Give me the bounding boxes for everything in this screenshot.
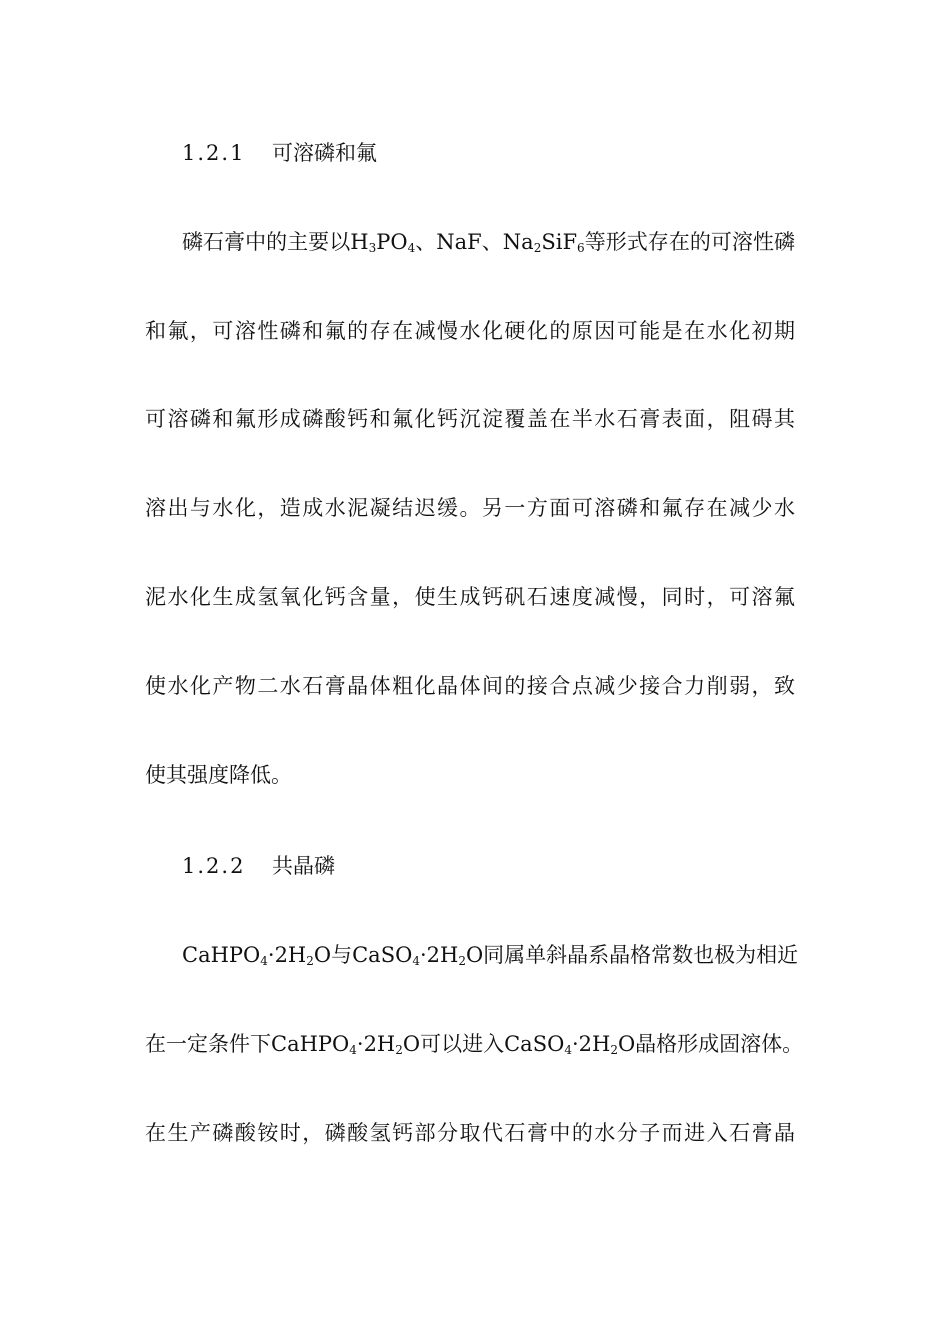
paragraph-2-line-1 — [182, 940, 799, 970]
text-run: 等形式存在的可溶性磷 — [584, 230, 795, 254]
subscript: 4 — [349, 1043, 357, 1057]
subscript: 2 — [306, 954, 314, 968]
section-number: 1.2.2 — [182, 854, 246, 878]
text-run: 磷石膏中的主要以H — [182, 230, 369, 254]
section-title: 可溶磷和氟 — [272, 141, 377, 165]
subscript: 4 — [564, 1043, 572, 1057]
subscript: 3 — [368, 241, 377, 255]
text-run: O可以进入CaSO — [402, 1032, 565, 1056]
text-run: SiF — [541, 230, 578, 254]
subscript: 4 — [260, 954, 268, 968]
subscript: 2 — [395, 1043, 403, 1057]
text-run: ·2H — [571, 1032, 611, 1056]
section-heading-1-2-1 — [182, 138, 377, 168]
paragraph-1-line-2: 和氟，可溶性磷和氟的存在减慢水化硬化的原因可能是在水化初期 — [145, 319, 795, 343]
paragraph-1-line-5: 泥水化生成氢氧化钙含量，使生成钙矾石速度减慢，同时，可溶氟 — [145, 585, 795, 609]
paragraph-1-line-3: 可溶磷和氟形成磷酸钙和氟化钙沉淀覆盖在半水石膏表面，阻碍其 — [145, 407, 795, 431]
paragraph-2-line-2 — [145, 1029, 804, 1059]
paragraph-1-line-6: 使水化产物二水石膏晶体粗化晶体间的接合点减少接合力削弱，致 — [145, 674, 795, 698]
subscript: 6 — [577, 241, 585, 255]
text-run: CaHPO — [182, 943, 261, 967]
subscript: 2 — [533, 241, 542, 255]
section-title: 共晶磷 — [272, 854, 335, 878]
text-run: 在一定条件下CaHPO — [145, 1032, 350, 1056]
subscript: 2 — [610, 1043, 618, 1057]
text-run: ·2H — [267, 943, 307, 967]
text-run: ·2H — [419, 943, 459, 967]
paragraph-1-line-7: 使其强度降低。 — [145, 763, 292, 787]
section-heading-1-2-2 — [182, 851, 335, 881]
paragraph-1-line-1 — [182, 227, 795, 257]
text-run: PO — [376, 230, 408, 254]
text-run: 、NaF、Na — [415, 230, 534, 254]
text-run: O同属单斜晶系晶格常数也极为相近 — [465, 943, 799, 967]
section-number: 1.2.1 — [182, 141, 246, 165]
paragraph-1-line-4: 溶出与水化，造成水泥凝结迟缓。另一方面可溶磷和氟存在减少水 — [145, 496, 795, 520]
subscript: 4 — [407, 241, 416, 255]
paragraph-2-line-3: 在生产磷酸铵时，磷酸氢钙部分取代石膏中的水分子而进入石膏晶 — [145, 1121, 795, 1145]
text-run: ·2H — [356, 1032, 396, 1056]
subscript: 2 — [458, 954, 466, 968]
subscript: 4 — [412, 954, 420, 968]
text-run: O与CaSO — [313, 943, 413, 967]
text-run: O晶格形成固溶体。 — [617, 1032, 804, 1056]
